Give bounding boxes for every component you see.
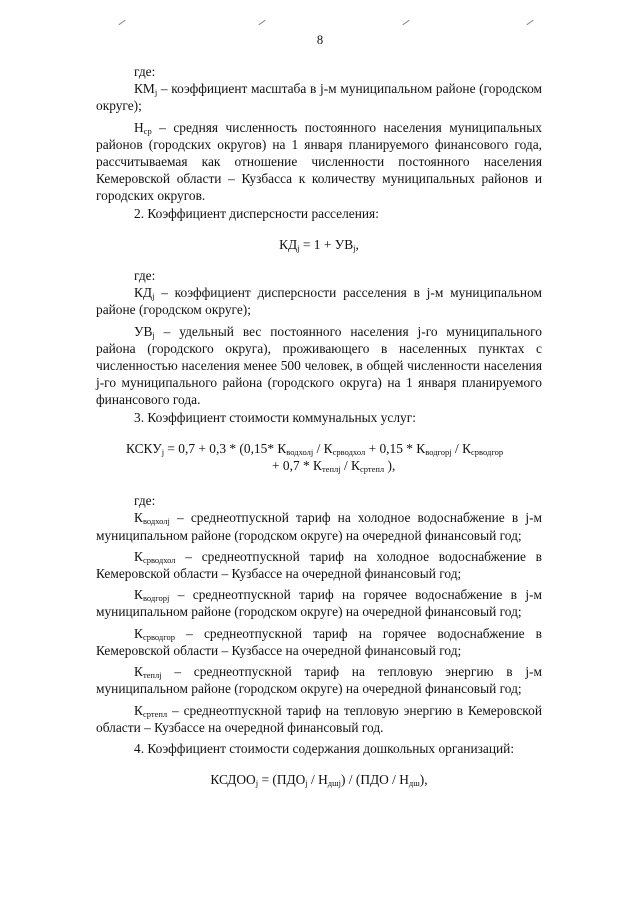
- formula-ksku-line2: + $0,7 * К_{теплj} / К_{сртепл}$ ),: [272, 458, 396, 475]
- definition-k-vodholj: $К_{водхолj}$ – среднеотпускной тариф на холодное водоснабжение в j-м муниципальном районе (городском округе) на очередной финансовый год;: [96, 510, 542, 543]
- page-number: 8: [316, 33, 324, 47]
- definition-k-vodgorj: $К_{водгорj}$ – среднеотпускной тариф на горячее водоснабжение в j-м муниципальном районе (городском округе) на очередной финансовый год;: [96, 587, 542, 620]
- definition-k-srtepl: $К_{сртепл}$ – среднеотпускной тариф на тепловую энергию в Кемеровской области – Кузбассе на очередной финансовый год.: [96, 702, 542, 735]
- formula-kd: $КД_j = 1 + УВ_j$,: [279, 236, 359, 253]
- scan-mark: [402, 20, 409, 25]
- section-4-heading: 4. Коэффициент стоимости содержания дошкольных организаций:: [134, 740, 515, 756]
- formula-ksku-line1: $КСКУ_j = 0,7 + 0,3 * (0,15*$ $К_{водхолj} / К_{срводхол} + 0,15 * К_{водгорj} / К_{срводгор}$: [126, 440, 504, 457]
- definition-km: $КМ_j$ – коэффициент масштаба в j-м муниципальном районе (городском округе);: [96, 81, 542, 114]
- formula-ksdoo: $КСДОО_j = (ПДО_j / Н_{дшj}) / (ПДО / Н_{дш})$,: [210, 772, 428, 789]
- definition-uv: $УВ_j$ – удельный вес постоянного населения j-го муниципального района (городского округа), проживающего в населенных пунктах с численностью населения менее 500 человек, в общей численности населения j-го муниципального района (городского округа) на 1 января планируемого финансового года.: [96, 323, 542, 408]
- definition-k-teplj: $К_{теплj}$ – среднеотпускной тариф на тепловую энергию в j-м муниципальном районе (городском округе) на очередной финансовый год;: [96, 664, 542, 697]
- scan-mark: [526, 20, 533, 25]
- where-label: где:: [134, 493, 156, 509]
- definition-k-srvodhol: $К_{срводхол}$ – среднеотпускной тариф на холодное водоснабжение в Кемеровской области – Кузбассе на очередной финансовый год;: [96, 548, 542, 582]
- where-label: где:: [134, 268, 156, 284]
- definition-k-srvodgor: $К_{срводгор}$ – среднеотпускной тариф на горячее водоснабжение в Кемеровской области – Кузбассе на очередной финансовый год;: [96, 625, 542, 658]
- definition-nsr: $Н_{ср}$ – средняя численность постоянного населения муниципальных районов (городских округов) на 1 января планируемого финансового года, рассчитываемая как отношение численности постоянного населения Кемеровской области – Кузбасса к количеству муниципальных районов и городских округов.: [96, 119, 542, 204]
- scan-mark: [258, 20, 265, 25]
- scan-mark: [118, 20, 125, 25]
- definition-kd: $КД_j$ – коэффициент дисперсности расселения в j-м муниципальном районе (городском округе);: [96, 285, 542, 318]
- document-body: [96, 63, 542, 802]
- section-3-heading: 3. Коэффициент стоимости коммунальных услуг:: [134, 409, 416, 425]
- section-2-heading: 2. Коэффициент дисперсности расселения:: [134, 205, 379, 221]
- where-label: где:: [134, 64, 156, 79]
